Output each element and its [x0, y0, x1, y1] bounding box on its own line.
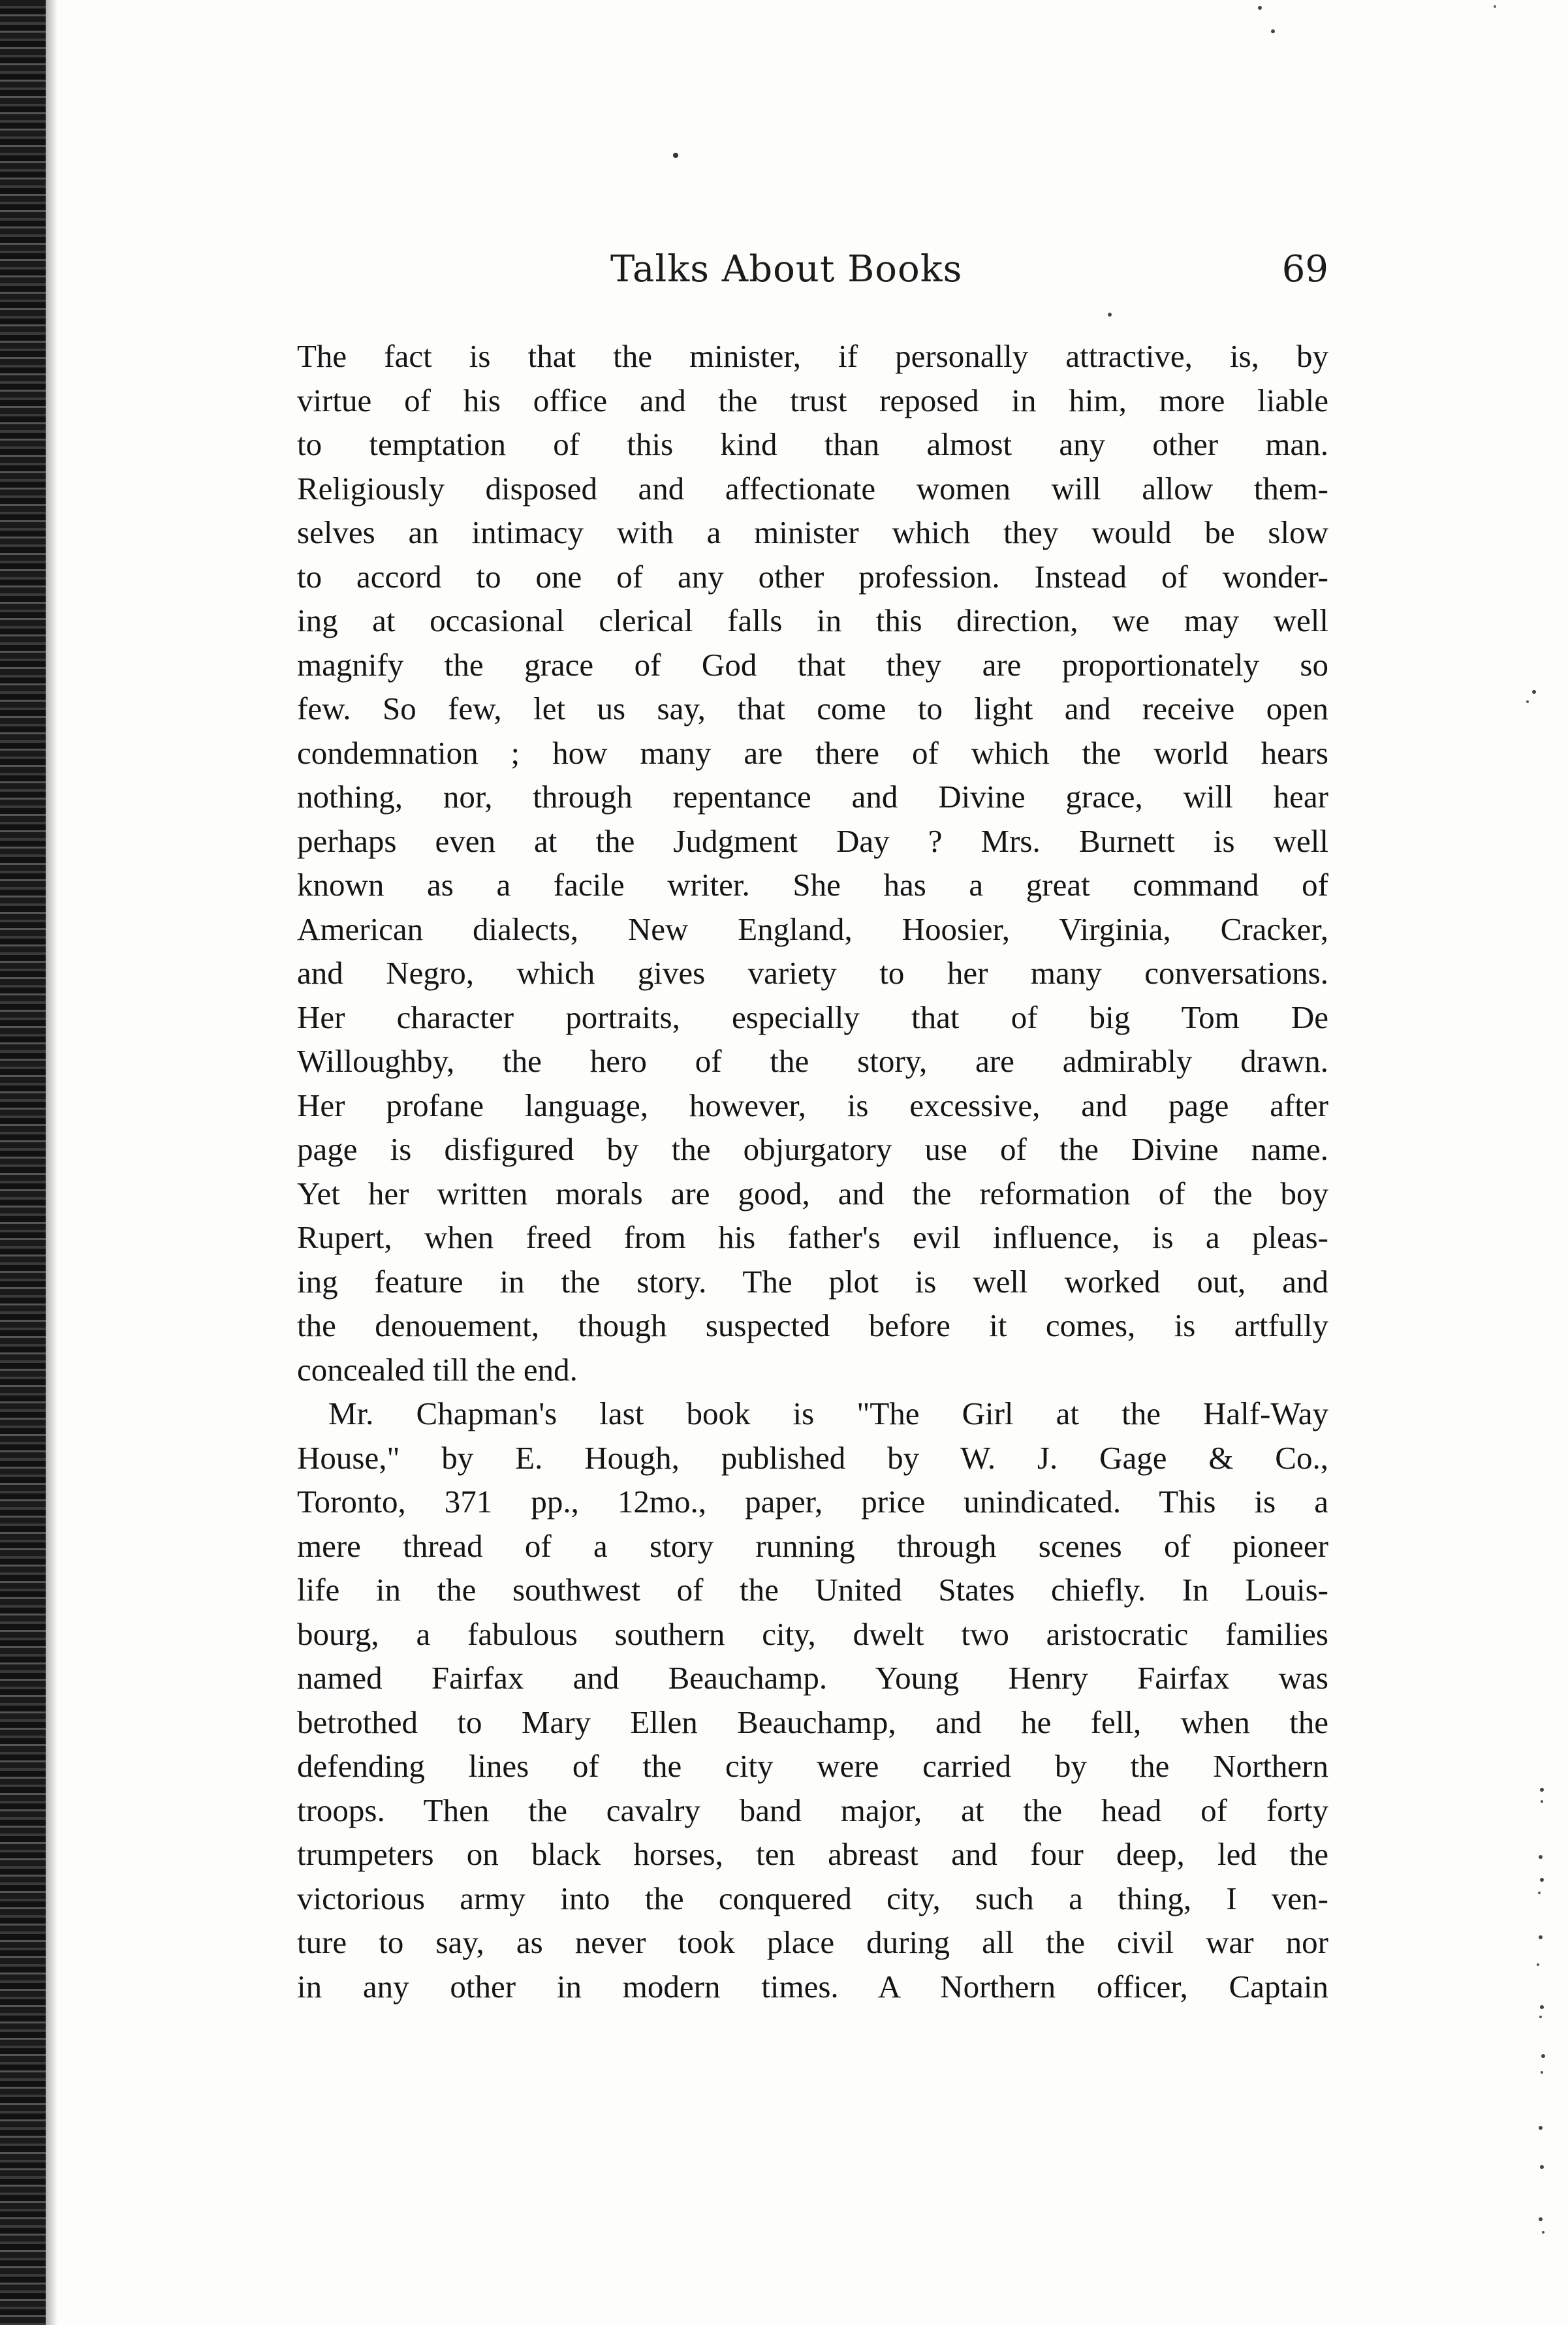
text-line: Toronto, 371 pp., 12mo., paper, price unindicated. This is a [297, 1484, 1328, 1520]
text-line: concealed till the end. [297, 1351, 578, 1388]
text-line: the denouement, though suspected before it comes, is artfully [297, 1307, 1328, 1343]
text-line: named Fairfax and Beauchamp. Young Henry Fairfax was [297, 1660, 1328, 1696]
text-line: life in the southwest of the United States chiefly. In Louis- [297, 1572, 1328, 1608]
page-header [297, 248, 1328, 313]
running-head: Talks About Books [610, 248, 963, 290]
text-line: troops. Then the cavalry band major, at the head of forty [297, 1792, 1328, 1828]
text-line: selves an intimacy with a minister which they would be slow [297, 514, 1328, 550]
text-line: Rupert, when freed from his father's evil influence, is a pleas- [297, 1219, 1328, 1255]
text-line: Her character portraits, especially that of big Tom De [297, 999, 1328, 1035]
text-line: mere thread of a story running through scenes of pioneer [297, 1527, 1328, 1564]
text-line: condemnation ; how many are there of which the world hears [297, 734, 1328, 771]
body-text [297, 334, 1328, 2008]
text-line: betrothed to Mary Ellen Beauchamp, and he fell, when the [297, 1704, 1328, 1740]
text-line: victorious army into the conquered city, such a thing, I ven- [297, 1880, 1328, 1916]
text-line: to temptation of this kind than almost any other man. [297, 426, 1328, 462]
text-line: Religiously disposed and affectionate women will allow them- [297, 470, 1328, 507]
binding-shadow [46, 0, 57, 2325]
text-line: virtue of his office and the trust reposed in him, more liable [297, 382, 1328, 418]
text-line: Her profane language, however, is excessive, and page after [297, 1087, 1328, 1123]
text-line: American dialects, New England, Hoosier, Virginia, Cracker, [297, 911, 1328, 947]
text-line: nothing, nor, through repentance and Divine grace, will hear [297, 779, 1328, 815]
text-line: Mr. Chapman's last book is "The Girl at the Half-Way [328, 1396, 1328, 1431]
text-line: to accord to one of any other profession. Instead of wonder- [297, 558, 1328, 595]
text-line: Yet her written morals are good, and the reformation of the boy [297, 1175, 1328, 1211]
text-line: in any other in modern times. A Northern officer, Captain [297, 1968, 1328, 2005]
text-line: The fact is that the minister, if personally attractive, is, by [297, 338, 1328, 374]
text-line: trumpeters on black horses, ten abreast and four deep, led the [297, 1836, 1328, 1872]
text-line: ture to say, as never took place during all the civil war nor [297, 1924, 1328, 1960]
text-line: magnify the grace of God that they are proportionately so [297, 646, 1328, 683]
text-line: ing at occasional clerical falls in this direction, we may well [297, 602, 1328, 638]
text-line: and Negro, which gives variety to her many conversations. [297, 955, 1328, 991]
text-line: page is disfigured by the objurgatory use of the Divine name. [297, 1131, 1328, 1167]
text-line: Willoughby, the hero of the story, are admirably drawn. [297, 1043, 1328, 1079]
text-line: few. So few, let us say, that come to light and receive open [297, 691, 1328, 726]
text-line: perhaps even at the Judgment Day ? Mrs. Burnett is well [297, 822, 1328, 859]
text-line: House," by E. Hough, published by W. J. Gage & Co., [297, 1439, 1328, 1476]
text-line: known as a facile writer. She has a great command of [297, 867, 1328, 903]
text-line: bourg, a fabulous southern city, dwelt two aristocratic families [297, 1615, 1328, 1652]
text-line: ing feature in the story. The plot is well worked out, and [297, 1263, 1328, 1300]
text-line: defending lines of the city were carried by the Northern [297, 1748, 1328, 1784]
book-binding-edge [0, 0, 46, 2325]
page-number: 69 [1281, 248, 1328, 290]
